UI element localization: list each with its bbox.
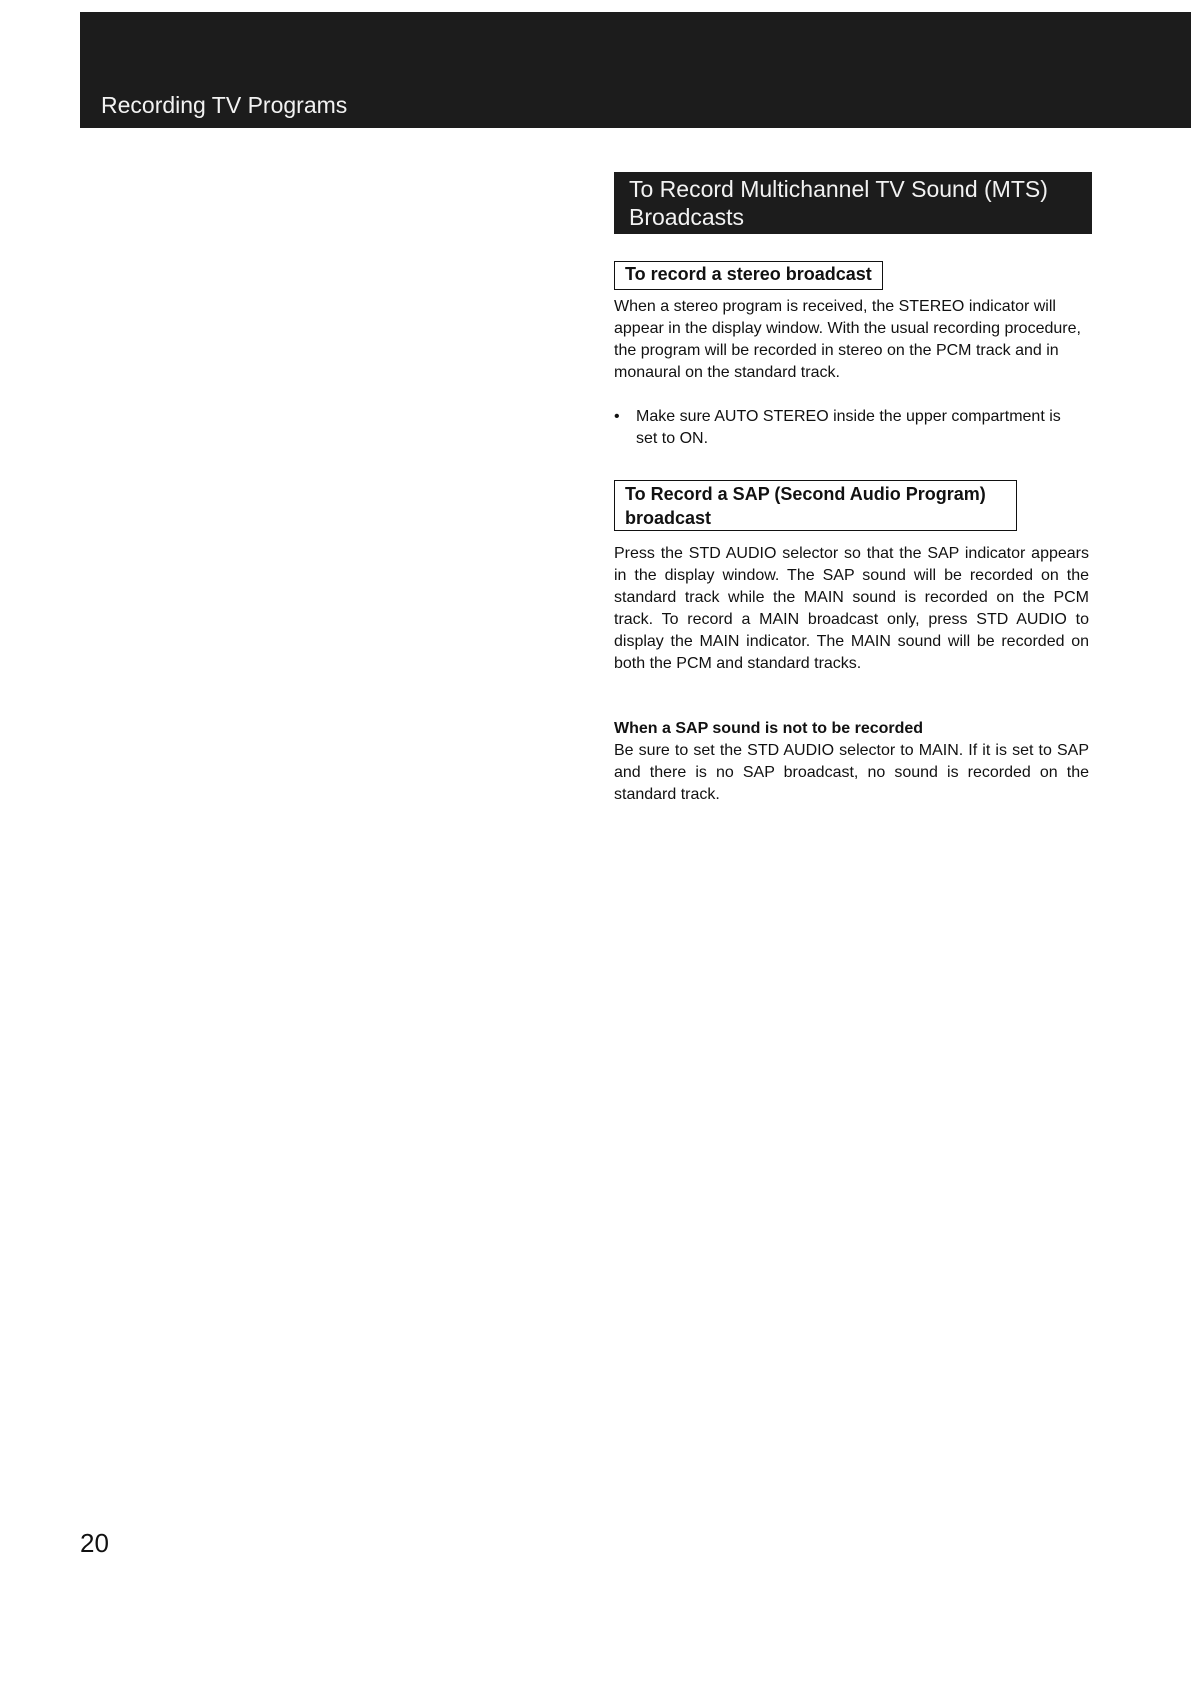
stereo-paragraph: When a stereo program is received, the STEREO indicator will appear in the display window. With the usual recording procedure, the program will be recorded in stereo on the PCM track and in monaural on the standard track. [614, 298, 1081, 381]
header-band [80, 12, 1191, 128]
stereo-subheading: To record a stereo broadcast [614, 261, 883, 290]
sap-paragraph: Press the STD AUDIO selector so that the SAP indicator appears in the display window. The SAP sound will be recorded on the standard track while the MAIN sound is recorded on the PCM track. To record a MAIN broadcast only, press STD AUDIO to display the MAIN indicator. The MAIN sound will be recorded on both the PCM and standard tracks. [614, 545, 1089, 672]
stereo-bullet-text: Make sure AUTO STEREO inside the upper compartment is set to ON. [636, 408, 1061, 447]
page-header-title: Recording TV Programs [101, 92, 348, 118]
bullet-icon: • [614, 408, 620, 425]
sap-note-text: Be sure to set the STD AUDIO selector to MAIN. If it is set to SAP and there is no SAP broadcast, no sound is recorded on the standard track. [614, 742, 1089, 803]
section-title: To Record Multichannel TV Sound (MTS) Broadcasts [629, 176, 1048, 230]
page-number: 20 [80, 1528, 109, 1558]
sap-subheading: To Record a SAP (Second Audio Program) broadcast [614, 480, 1017, 531]
sap-note-heading: When a SAP sound is not to be recorded [614, 720, 924, 737]
section-banner [614, 172, 1092, 234]
